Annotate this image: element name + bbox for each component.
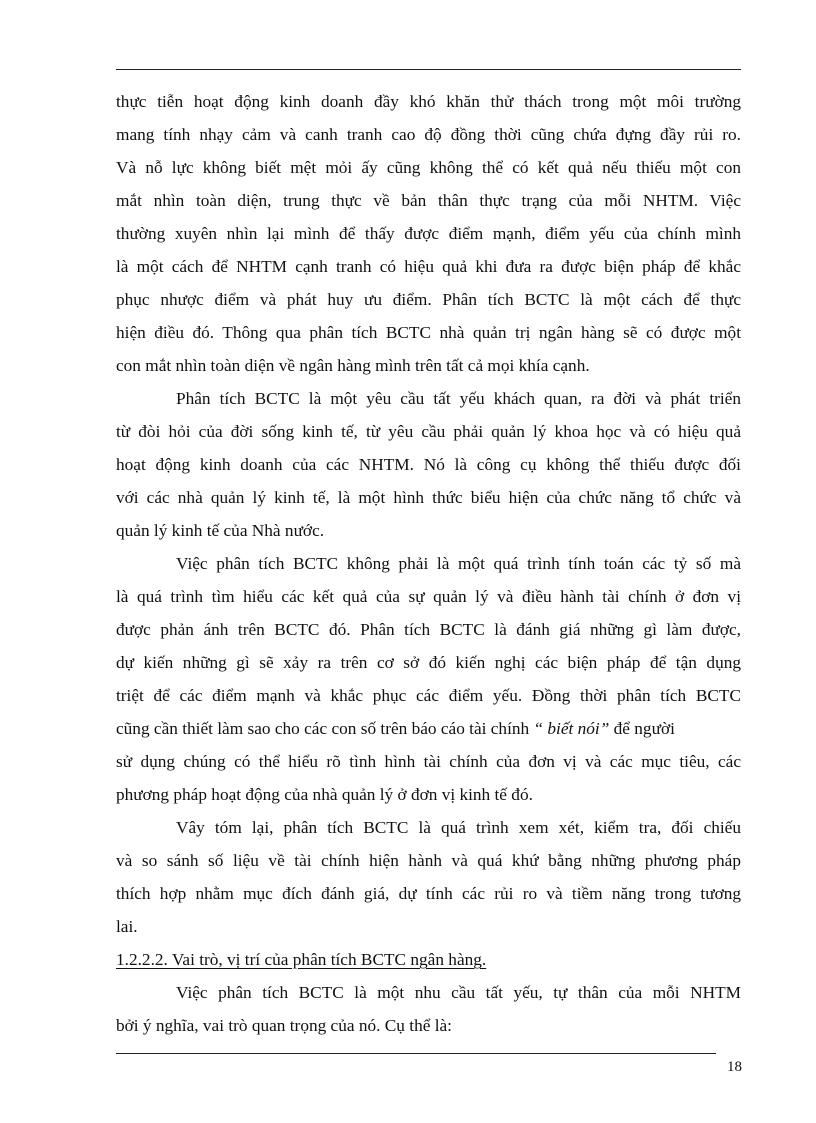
- footer-rule: [116, 1053, 716, 1054]
- paragraph-line: từ đòi hỏi của đời sống kinh tế, từ yêu cầu phải quản lý khoa học và có hiệu quả: [116, 422, 741, 441]
- paragraph-line: thích hợp nhằm mục đích đánh giá, dự tính các rủi ro và tiềm năng trong tương: [116, 884, 741, 903]
- paragraph-line: thường xuyên nhìn lại mình để thấy được điểm mạnh, điểm yếu của chính mình: [116, 224, 741, 243]
- header-rule: [116, 69, 741, 70]
- paragraph-line: Việc phân tích BCTC là một nhu cầu tất yếu, tự thân của mỗi NHTM: [176, 983, 741, 1002]
- section-heading: [116, 943, 741, 976]
- line-text: để người: [609, 719, 675, 738]
- paragraph-line: triệt để các điểm mạnh và khắc phục các điểm yếu. Đồng thời phân tích BCTC: [116, 686, 741, 705]
- paragraph-line: quản lý kinh tế của Nhà nước.: [116, 521, 325, 540]
- paragraph-line: với các nhà quản lý kinh tế, là một hình thức biểu hiện của chức năng tổ chức và: [116, 488, 741, 507]
- paragraph-line: và so sánh số liệu về tài chính hiện hành và quá khứ bằng những phương pháp: [116, 851, 741, 870]
- paragraph-line: dự kiến những gì sẽ xảy ra trên cơ sở đó kiến nghị các biện pháp để tận dụng: [116, 653, 741, 672]
- paragraph-line: Và nỗ lực không biết mệt mỏi ấy cũng không thể có kết quả nếu thiếu một con: [116, 158, 741, 177]
- paragraph-line: là quá trình tìm hiểu các kết quả của sự quản lý và điều hành tài chính ở đơn vị: [116, 587, 741, 606]
- italic-quote: “ biết nói”: [533, 719, 610, 738]
- paragraph-line: được phản ánh trên BCTC đó. Phân tích BCTC là đánh giá những gì làm được,: [116, 620, 741, 639]
- paragraph-line: là một cách để NHTM cạnh tranh có hiệu quả khi đưa ra được biện pháp để khắc: [116, 257, 741, 276]
- paragraph-line: con mắt nhìn toàn diện về ngân hàng mình trên tất cả mọi khía cạnh.: [116, 356, 590, 375]
- paragraph-line: mang tính nhạy cảm và canh tranh cao độ đồng thời cũng chứa đựng đầy rủi ro.: [116, 125, 741, 144]
- paragraph-line: bởi ý nghĩa, vai trò quan trọng của nó. Cụ thể là:: [116, 1016, 452, 1035]
- paragraph-line: phục nhược điểm và phát huy ưu điểm. Phân tích BCTC là một cách để thực: [116, 290, 741, 309]
- paragraph-line: hiện điều đó. Thông qua phân tích BCTC nhà quản trị ngân hàng sẽ có được một: [116, 323, 741, 342]
- paragraph-line: Phân tích BCTC là một yêu cầu tất yếu khách quan, ra đời và phát triển: [176, 389, 741, 408]
- paragraph-line: Việc phân tích BCTC không phải là một quá trình tính toán các tỷ số mà: [176, 554, 741, 573]
- paragraph-line-with-quote: [116, 712, 741, 745]
- paragraph-line: mắt nhìn toàn diện, trung thực về bản thân thực trạng của mỗi NHTM. Việc: [116, 191, 741, 210]
- paragraph-line: Vây tóm lại, phân tích BCTC là quá trình xem xét, kiểm tra, đối chiếu: [176, 818, 741, 837]
- page-number: 18: [727, 1059, 742, 1075]
- paragraph-line: sử dụng chúng có thể hiểu rõ tình hình tài chính của đơn vị và các mục tiêu, các: [116, 752, 741, 771]
- paragraph-line: lai.: [116, 917, 138, 936]
- heading-text: 1.2.2.2. Vai trò, vị trí của phân tích BCTC ngân hàng.: [116, 950, 487, 969]
- paragraph-line: hoạt động kinh doanh của các NHTM. Nó là công cụ không thể thiếu được đối: [116, 455, 741, 474]
- paragraph-line: phương pháp hoạt động của nhà quản lý ở đơn vị kinh tế đó.: [116, 785, 533, 804]
- paragraph-line: thực tiễn hoạt động kinh doanh đầy khó khăn thử thách trong một môi trường: [116, 92, 741, 111]
- line-text: cũng cần thiết làm sao cho các con số trên báo cáo tài chính: [116, 719, 530, 738]
